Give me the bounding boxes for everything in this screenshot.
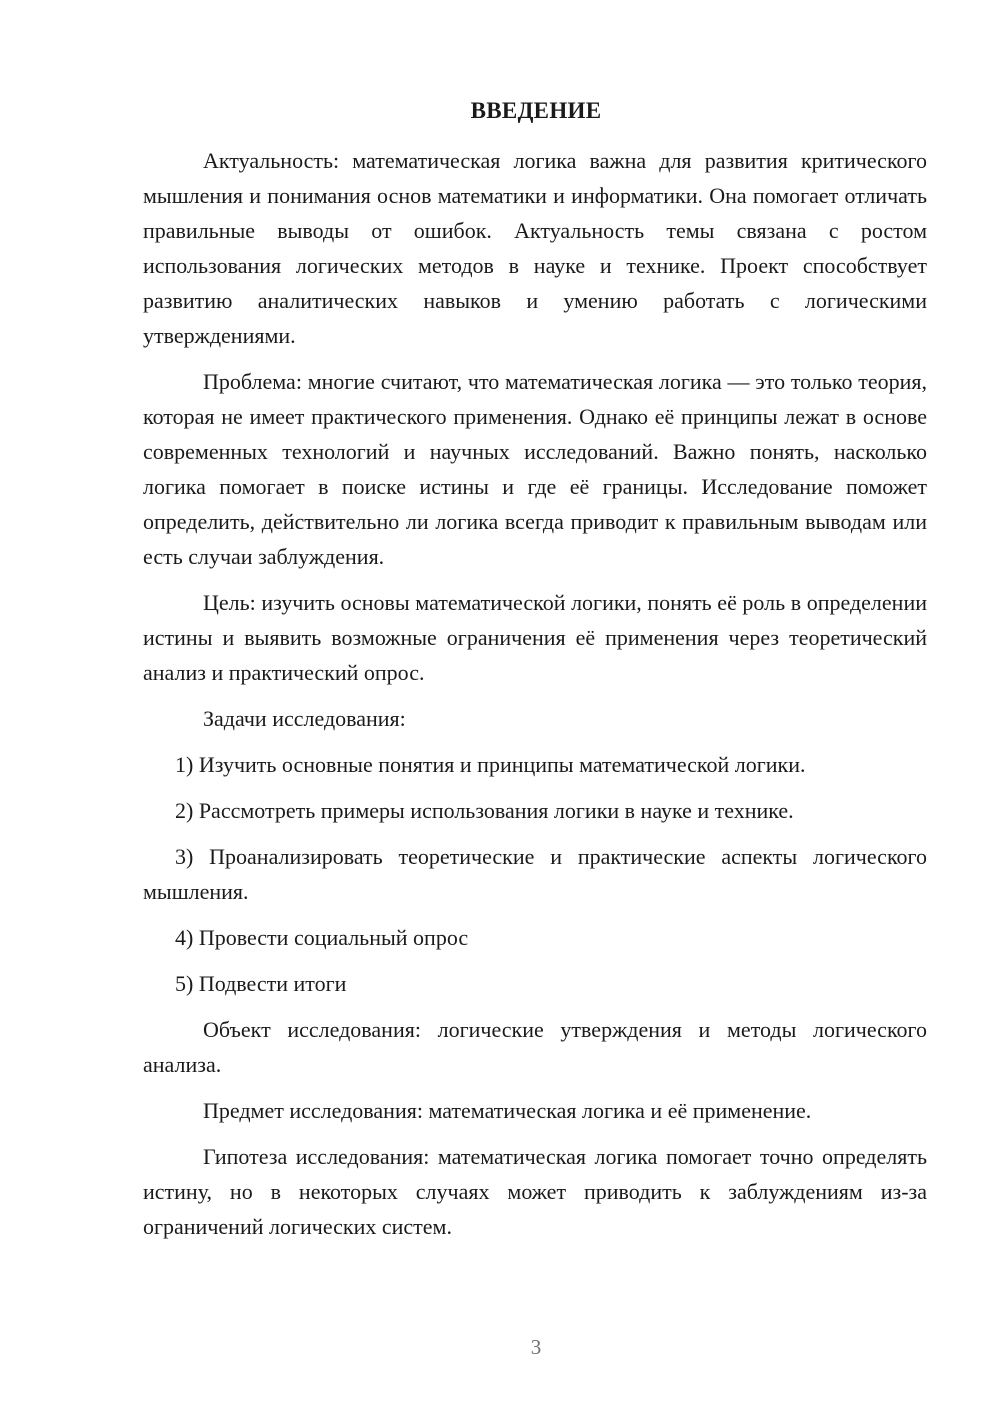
body-text bbox=[143, 143, 927, 1255]
task-item-3: 3) Проанализировать теоретические и практические аспекты логического мышления. bbox=[143, 844, 927, 904]
paragraph-problem: Проблема: многие считают, что математическая логика — это только теория, которая не имеет практического применения. Однако её принципы лежат в основе современных технологий и научных исследований. Важно понять, насколько логика помогает в поиске истины и где её границы. Исследование поможет определить, действительно ли логика всегда приводит к правильным выводам или есть случаи заблуждения. bbox=[143, 369, 927, 569]
paragraph-relevance: Актуальность: математическая логика важна для развития критического мышления и понимания основ математики и информатики. Она помогает отличать правильные выводы от ошибок. Актуальность темы связана с ростом использования логических методов в науке и технике. Проект способствует развитию аналитических навыков и умению работать с логическими утверждениями. bbox=[143, 148, 927, 348]
paragraph-subject: Предмет исследования: математическая логика и её применение. bbox=[203, 1098, 812, 1123]
paragraph-object: Объект исследования: логические утверждения и методы логического анализа. bbox=[143, 1017, 927, 1077]
tasks-heading: Задачи исследования: bbox=[203, 706, 406, 731]
paragraph-hypothesis: Гипотеза исследования: математическая логика помогает точно определять истину, но в некоторых случаях может приводить к заблуждениям из-за ограничений логических систем. bbox=[143, 1144, 927, 1239]
task-item-5: 5) Подвести итоги bbox=[175, 971, 347, 996]
page-number: 3 bbox=[530, 1335, 542, 1359]
task-item-1: 1) Изучить основные понятия и принципы математической логики. bbox=[175, 752, 806, 777]
paragraph-goal: Цель: изучить основы математической логики, понять её роль в определении истины и выявить возможные ограничения её применения через теоретический анализ и практический опрос. bbox=[143, 590, 927, 685]
task-item-4: 4) Провести социальный опрос bbox=[175, 925, 469, 950]
section-title: ВВЕДЕНИЕ bbox=[470, 98, 602, 123]
task-item-2: 2) Рассмотреть примеры использования логики в науке и технике. bbox=[175, 798, 794, 823]
